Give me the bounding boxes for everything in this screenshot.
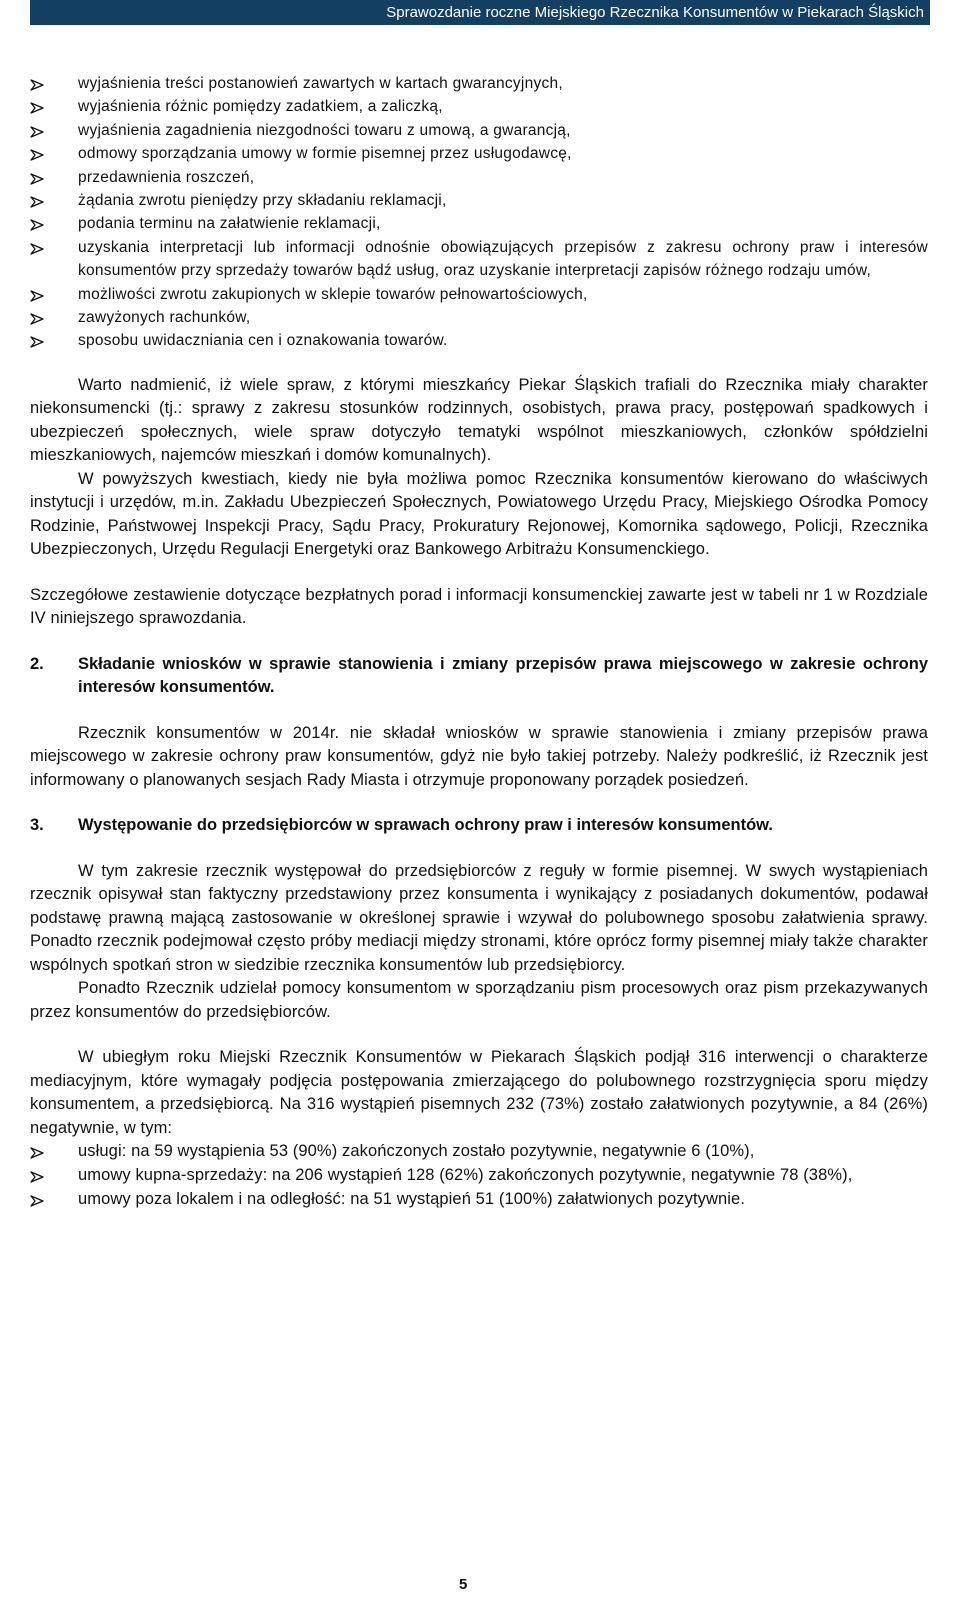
section-heading-3 <box>30 814 928 838</box>
section-heading-2 <box>30 653 928 700</box>
list-item <box>30 236 928 283</box>
section-number: 2. <box>30 654 44 673</box>
section-title: Występowanie do przedsiębiorców w sprawach ochrony praw i interesów konsumentów. <box>78 816 773 835</box>
arrowhead-bullet-icon <box>30 102 44 114</box>
list-item-text: uzyskania interpretacji lub informacji odnośnie obowiązujących przepisów z zakresu ochrony praw i interesów konsumentów przy sprzedaży towarów bądź usług, oraz uzyskanie interpretacji zapisów różnego rodzaju umów, <box>78 238 928 280</box>
list-item-text: zawyżonych rachunków, <box>78 309 251 327</box>
paragraph-summary-table: Szczegółowe zestawienie dotyczące bezpłatnych porad i informacji konsumenckiej zawarte jest w tabeli nr 1 w Rozdziale IV niniejszego sprawozdania. <box>30 585 928 628</box>
arrowhead-bullet-icon <box>30 149 44 161</box>
list-item-text: wyjaśnienia różnic pomiędzy zadatkiem, a zaliczką, <box>78 98 443 116</box>
paragraph-statistics: W ubiegłym roku Miejski Rzecznik Konsumentów w Piekarach Śląskich podjął 316 interwencji o charakterze mediacyjnym, które wymagały podjęcia postępowania zmierzającego do polubownego rozstrzygnięcia sporu między konsumentem, a przedsiębiorcą. Na 316 wystąpień pisemnych 232 (73%) zostało załatwionych pozytywnie, a 84 (26%) negatywnie, w tym: <box>30 1048 928 1137</box>
arrowhead-bullet-icon <box>30 173 44 185</box>
running-header: Sprawozdanie roczne Miejskiego Rzecznika Konsumentów w Piekarach Śląskich <box>30 0 930 25</box>
list-item <box>30 329 928 352</box>
arrowhead-bullet-icon <box>30 196 44 208</box>
paragraph-procedural-help: Ponadto Rzecznik udzielał pomocy konsumentom w sporządzaniu pism procesowych oraz pism przekazywanych przez konsumentów do przedsiębiorców. <box>30 979 928 1021</box>
statistics-list <box>30 1140 928 1211</box>
arrowhead-bullet-icon <box>30 79 44 91</box>
arrowhead-bullet-icon <box>30 290 44 302</box>
list-item-text: usługi: na 59 wystąpienia 53 (90%) zakończonych zostało pozytywnie, negatywnie 6 (10%), <box>78 1142 755 1161</box>
list-item-text: odmowy sporządzania umowy w formie pisemnej przez usługodawcę, <box>78 145 572 163</box>
page-content <box>30 72 928 1212</box>
topics-list <box>30 72 928 353</box>
list-item <box>30 119 928 142</box>
page-number: 5 <box>459 1576 468 1593</box>
list-item-text: żądania zwrotu pieniędzy przy składaniu reklamacji, <box>78 192 447 210</box>
list-item-text: wyjaśnienia zagadnienia niezgodności towaru z umową, a gwarancją, <box>78 121 571 139</box>
arrowhead-bullet-icon <box>30 336 44 348</box>
list-item-text: przedawnienia roszczeń, <box>78 168 255 186</box>
list-item-text: umowy poza lokalem i na odległość: na 51 wystąpień 51 (100%) załatwionych pozytywnie. <box>78 1189 746 1208</box>
list-item-text: podania terminu na załatwienie reklamacji, <box>78 215 381 233</box>
list-item-text: sposobu uwidaczniania cen i oznakowania towarów. <box>78 332 448 350</box>
list-item <box>30 283 928 306</box>
list-item <box>30 95 928 118</box>
list-item-text: wyjaśnienia treści postanowień zawartych w kartach gwarancyjnych, <box>78 75 563 92</box>
list-item <box>30 72 928 95</box>
list-item-text: umowy kupna-sprzedaży: na 206 wystąpień 128 (62%) zakończonych pozytywnie, negatywnie 78 (38%), <box>78 1166 853 1185</box>
list-item <box>30 189 928 212</box>
section-title: Składanie wniosków w sprawie stanowienia i zmiany przepisów prawa miejscowego w zakresie ochrony interesów konsumentów. <box>78 654 928 697</box>
arrowhead-bullet-icon <box>30 243 44 255</box>
paragraph-interventions-form: W tym zakresie rzecznik występował do przedsiębiorców z reguły w formie pisemnej. W swych wystąpieniach rzecznik opisywał stan faktyczny przedstawiony przez konsumenta i wynikający z posiadanych dokumentów, podawał podstawę prawną mającą zastosowanie w określonej sprawie i wzywał do polubownego sposobu załatwienia sprawy. Ponadto rzecznik podejmował często próby mediacji między stronami, które oprócz formy pisemnej miały także charakter wspólnych spotkań stron w siedzibie rzecznika konsumentów lub przedsiębiorcy. <box>30 861 928 974</box>
paragraph-local-law: Rzecznik konsumentów w 2014r. nie składał wniosków w sprawie stanowienia i zmiany przepisów prawa miejscowego w zakresie ochrony praw konsumentów, gdyż nie było takiej potrzeby. Należy podkreślić, iż Rzecznik jest informowany o planowanych sesjach Rady Miasta i otrzymuje proponowany porządek posiedzeń. <box>30 723 928 789</box>
list-item <box>30 1188 928 1212</box>
arrowhead-bullet-icon <box>30 1195 44 1207</box>
list-item <box>30 306 928 329</box>
list-item <box>30 166 928 189</box>
list-item-text: możliwości zwrotu zakupionych w sklepie towarów pełnowartościowych, <box>78 285 588 303</box>
arrowhead-bullet-icon <box>30 126 44 138</box>
paragraph-non-consumer-cases: Warto nadmienić, iż wiele spraw, z którymi mieszkańcy Piekar Śląskich trafiali do Rzecznika miały charakter niekonsumencki (tj.: sprawy z zakresu stosunków rodzinnych, osobistych, prawa pracy, postępowań spadkowych i ubezpieczeń społecznych, wiele spraw dotyczyło tematyki wspólnot mieszkaniowych, członków spółdzielni mieszkaniowych, najemców mieszkań i domów komunalnych). <box>30 375 928 465</box>
arrowhead-bullet-icon <box>30 313 44 325</box>
section-number: 3. <box>30 816 44 835</box>
arrowhead-bullet-icon <box>30 219 44 231</box>
list-item <box>30 212 928 235</box>
arrowhead-bullet-icon <box>30 1171 44 1183</box>
list-item <box>30 1140 928 1164</box>
arrowhead-bullet-icon <box>30 1147 44 1159</box>
list-item <box>30 142 928 165</box>
list-item <box>30 1164 928 1188</box>
paragraph-referrals: W powyższych kwestiach, kiedy nie była możliwa pomoc Rzecznika konsumentów kierowano do właściwych instytucji i urzędów, m.in. Zakładu Ubezpieczeń Społecznych, Powiatowego Urzędu Pracy, Miejskiego Ośrodka Pomocy Rodzinie, Państwowej Inspekcji Pracy, Sądu Pracy, Prokuratury Rejonowej, Komornika sądowego, Policji, Rzecznika Ubezpieczonych, Urzędu Regulacji Energetyki oraz Bankowego Arbitrażu Konsumenckiego. <box>30 469 928 559</box>
